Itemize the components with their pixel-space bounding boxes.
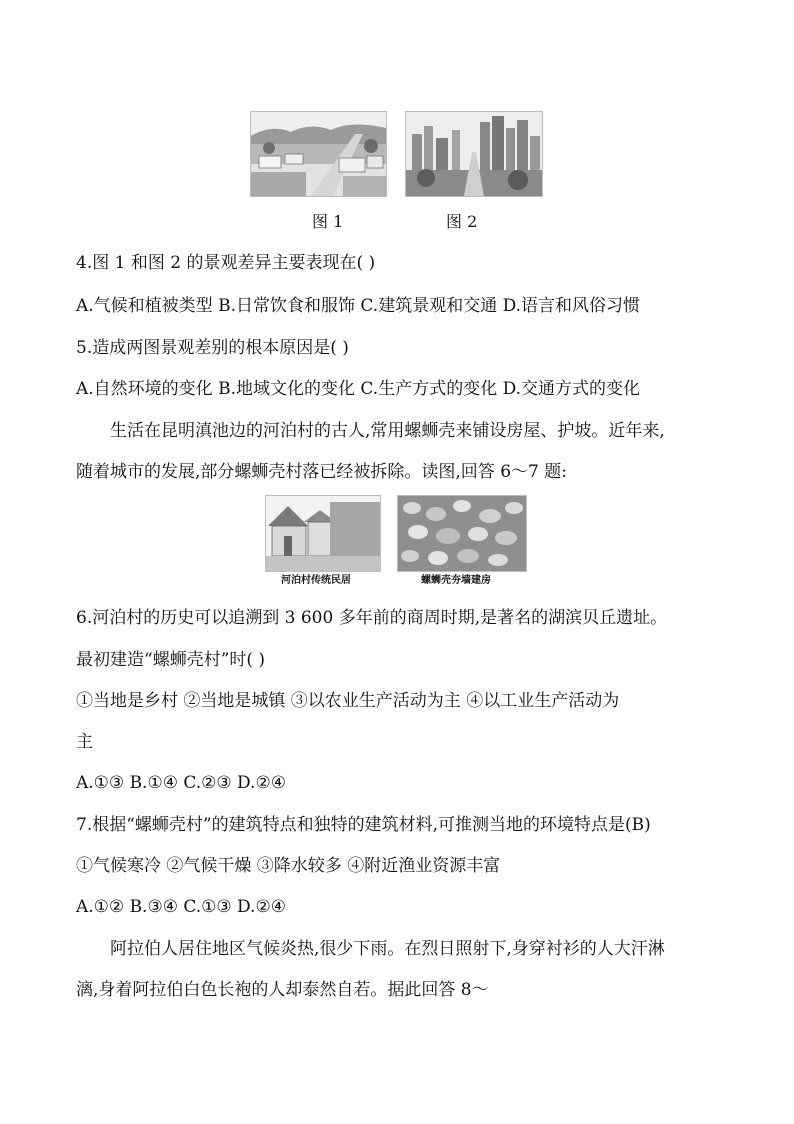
question-6-statements-line-2: 主: [76, 732, 93, 752]
traditional-house-photo: [265, 495, 381, 572]
question-5-stem: 5.造成两图景观差别的根本原因是( ): [76, 338, 349, 358]
question-7-options: A.①② B.③④ C.①③ D.②④: [76, 897, 286, 917]
question-6-stem-line-1: 6.河泊村的历史可以追溯到 3 600 多年前的商周时期,是著名的湖滨贝丘遗址。: [76, 608, 668, 628]
question-4-stem: 4.图 1 和图 2 的景观差异主要表现在( ): [76, 253, 376, 273]
question-7-statements: ①气候寒冷 ②气候干燥 ③降水较多 ④附近渔业资源丰富: [76, 856, 501, 876]
figure-1-rural-photo: [250, 111, 387, 197]
question-6-options: A.①③ B.①④ C.②③ D.②④: [76, 773, 286, 793]
traditional-house-caption: 河泊村传统民居: [281, 575, 351, 586]
question-6-stem-line-2: 最初建造“螺蛳壳村”时( ): [76, 650, 266, 670]
passage-1-line-2: 随着城市的发展,部分螺蛳壳村落已经被拆除。读图,回答 6～7 题:: [76, 462, 567, 482]
passage-2-line-2: 漓,身着阿拉伯白色长袍的人却泰然自若。据此回答 8～: [76, 980, 489, 1000]
question-5-options: A.自然环境的变化 B.地域文化的变化 C.生产方式的变化 D.交通方式的变化: [76, 379, 641, 399]
passage-2-line-1: 阿拉伯人居住地区气候炎热,很少下雨。在烈日照射下,身穿衬衫的人大汗淋: [110, 939, 665, 959]
shell-wall-caption: 螺蛳壳夯墙建房: [421, 575, 491, 586]
figure-2-caption: 图 2: [446, 212, 478, 231]
figure-2-city-photo: [405, 111, 543, 197]
passage-1-line-1: 生活在昆明滇池边的河泊村的古人,常用螺蛳壳来铺设房屋、护坡。近年来,: [110, 421, 665, 441]
figure-1-caption: 图 1: [312, 212, 344, 231]
question-4-options: A.气候和植被类型 B.日常饮食和服饰 C.建筑景观和交通 D.语言和风俗习惯: [76, 296, 641, 316]
question-6-statements-line-1: ①当地是乡村 ②当地是城镇 ③以农业生产活动为主 ④以工业生产活动为: [76, 691, 620, 711]
rural-landscape-image: [251, 112, 386, 196]
traditional-house-image: [266, 496, 380, 571]
question-7-stem: 7.根据“螺蛳壳村”的建筑特点和独特的建筑材料,可推测当地的环境特点是(B): [76, 815, 651, 835]
city-landscape-image: [406, 112, 542, 196]
shell-wall-image: [398, 496, 526, 571]
shell-wall-photo: [397, 495, 527, 572]
